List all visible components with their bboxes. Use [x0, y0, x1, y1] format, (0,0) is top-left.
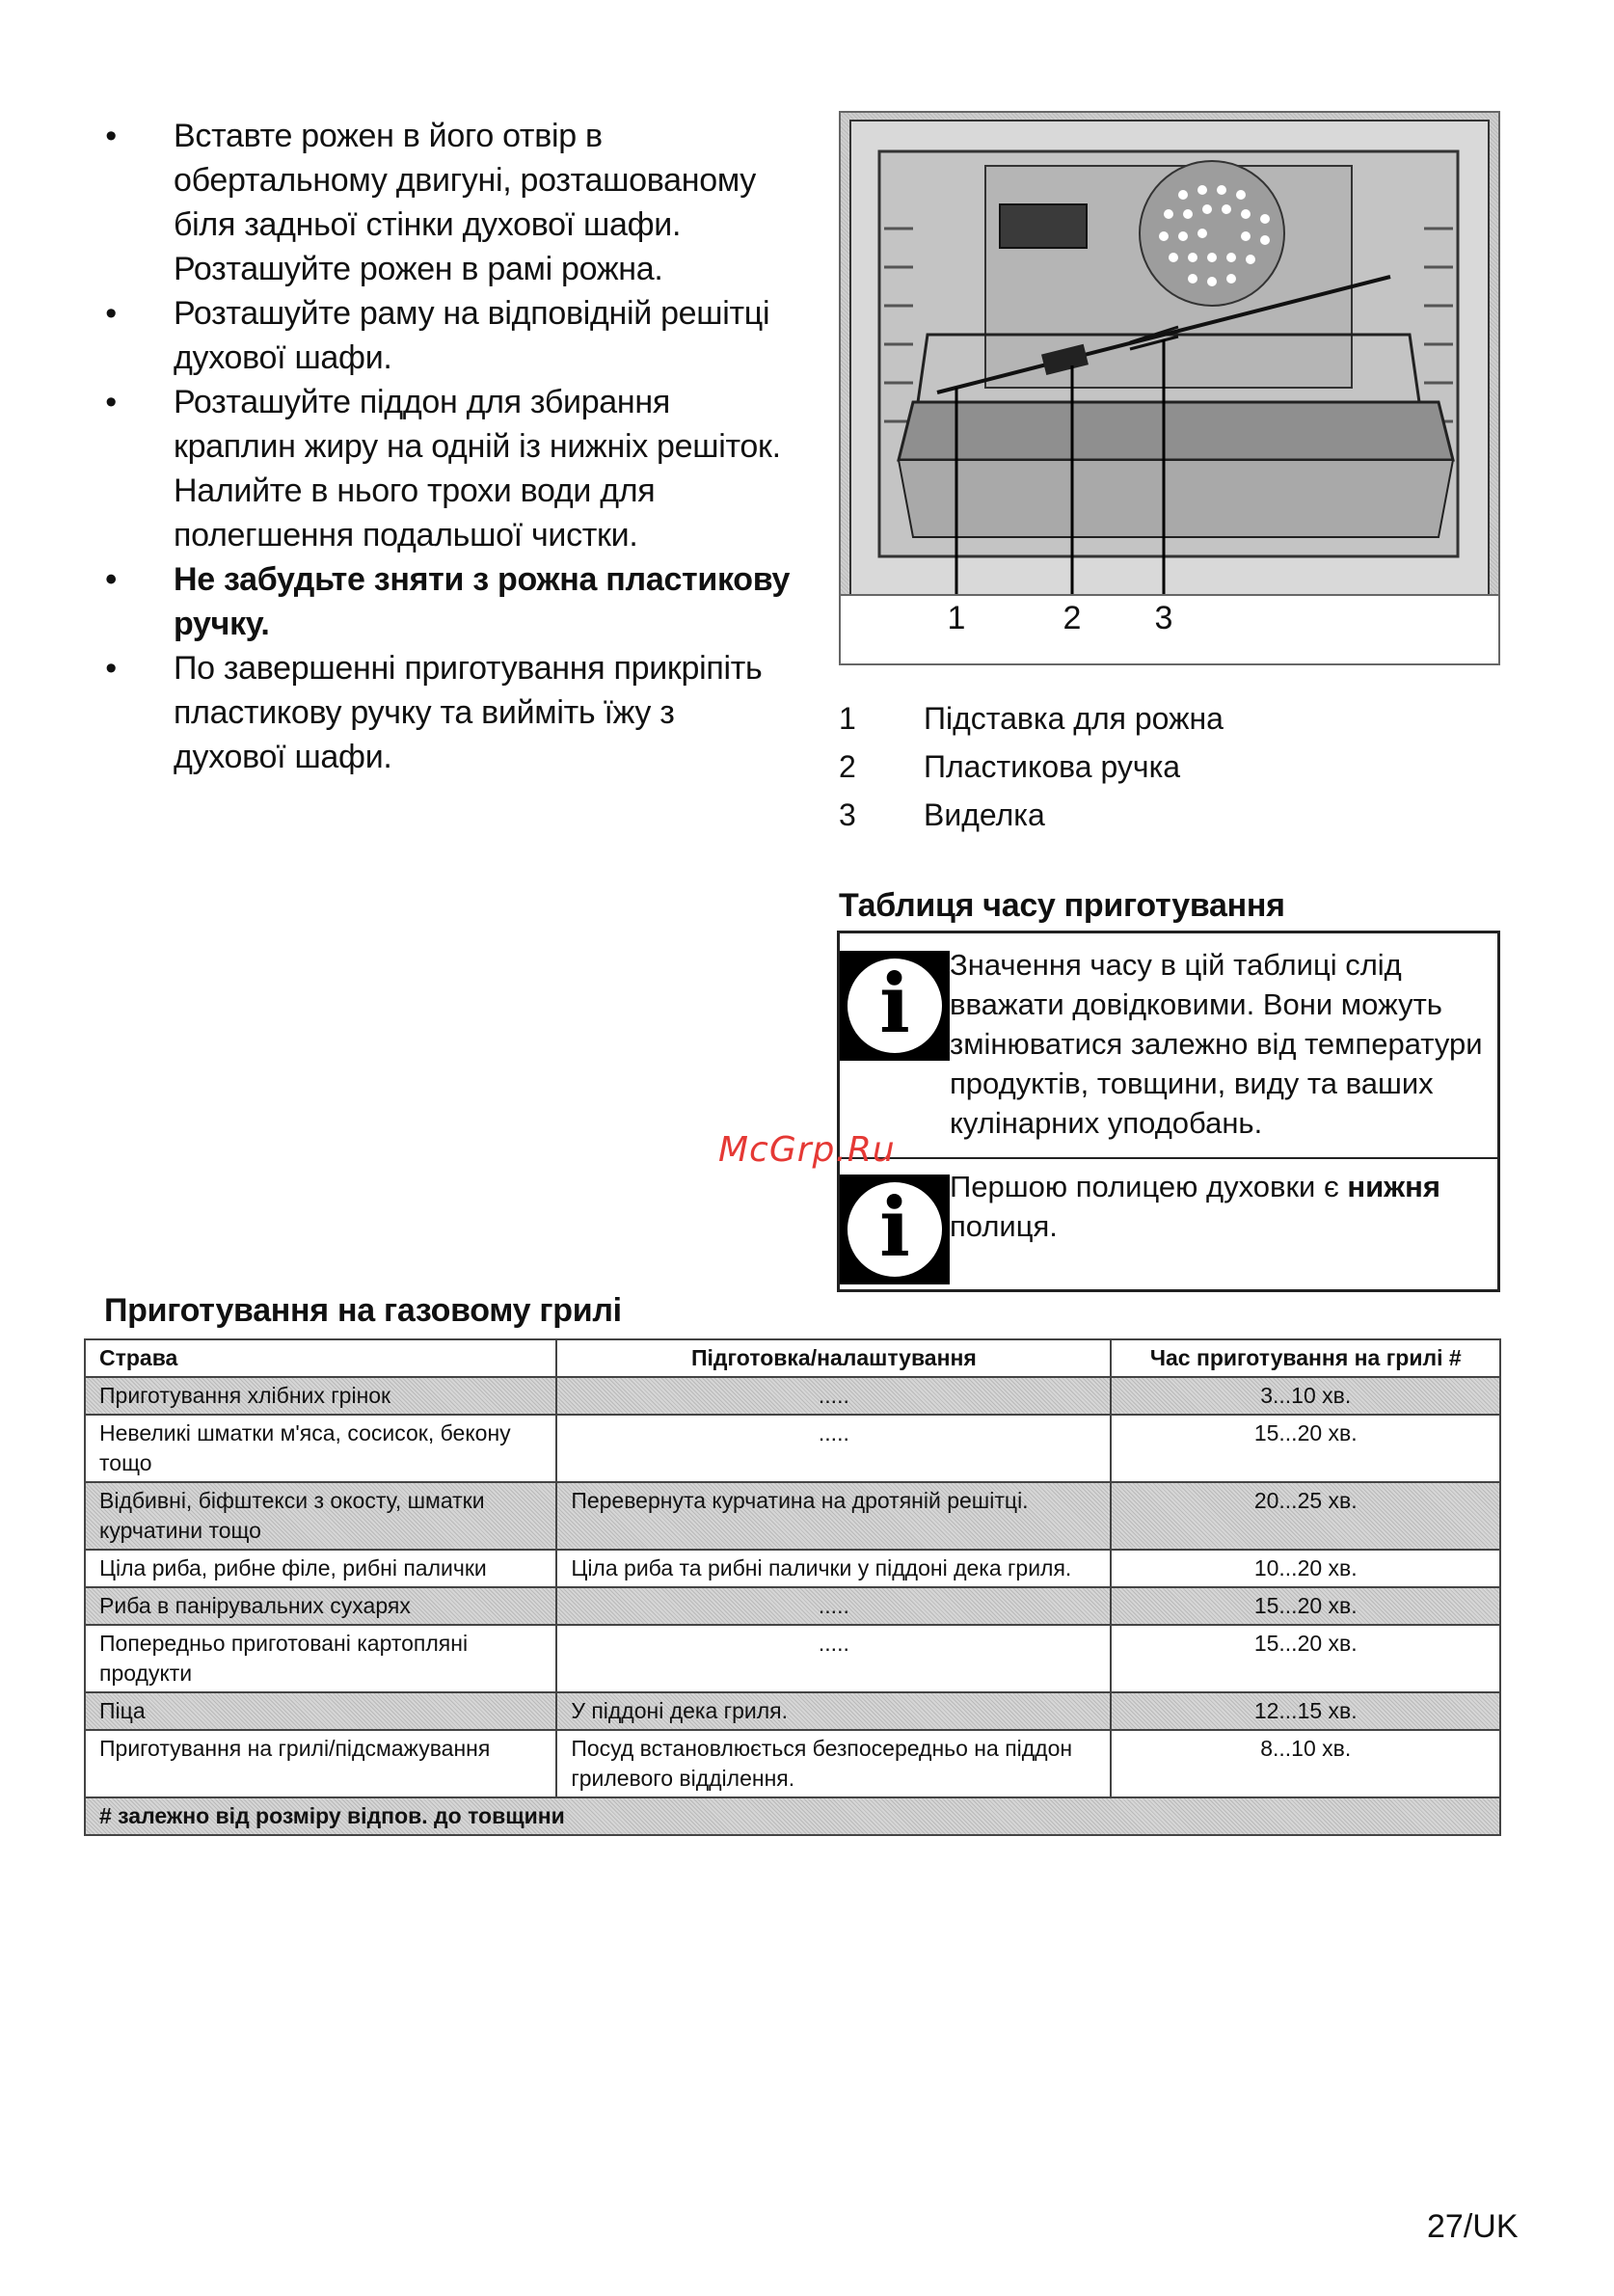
table-row	[85, 1377, 1500, 1415]
bullet-symbol: •	[105, 118, 117, 154]
dish-cell: Риба в панірувальних сухарях	[85, 1587, 556, 1625]
info-icon: i	[840, 951, 950, 1061]
bullet-symbol: •	[105, 295, 117, 332]
legend-item	[839, 743, 1500, 791]
dish-cell: Приготування хлібних грінок	[85, 1377, 556, 1415]
table-footnote: # залежно від розміру відпов. до товщини	[85, 1797, 1500, 1835]
time-cell: 15...20 хв.	[1111, 1587, 1500, 1625]
dish-cell: Невеликі шматки м'яса, сосисок, бекону тощо	[85, 1415, 556, 1482]
table-row	[85, 1550, 1500, 1587]
table-footnote-row	[85, 1797, 1500, 1835]
bullet-symbol: •	[105, 384, 117, 420]
oven-lamp	[1000, 204, 1087, 248]
info-note-text: Значення часу в цій таблиці слід вважати довідковими. Вони можуть змінюватися залежно від температури продуктів, товщини, виду та ваших кулінарних уподобань.	[950, 948, 1483, 1140]
prep-cell: .....	[556, 1587, 1111, 1625]
watermark: McGrp.Ru	[718, 1130, 896, 1170]
list-item	[96, 114, 791, 291]
prep-cell: Перевернута курчатина на дротяній решітці.	[556, 1482, 1111, 1550]
prep-cell: .....	[556, 1377, 1111, 1415]
list-item	[96, 380, 791, 557]
page-number: 27/UK	[1427, 2208, 1519, 2245]
list-item	[96, 646, 791, 779]
legend-number: 1	[839, 701, 856, 736]
column-header-time: Час приготування на грилі #	[1111, 1339, 1500, 1377]
legend-item	[839, 694, 1500, 743]
prep-cell: Посуд встановлюється безпосередньо на піддон грилевого відділення.	[556, 1730, 1111, 1797]
dish-cell: Відбивні, біфштекси з окосту, шматки курчатини тощо	[85, 1482, 556, 1550]
grill-time-table	[84, 1338, 1501, 1836]
dish-cell: Попередньо приготовані картопляні продукти	[85, 1625, 556, 1692]
list-item-text: Вставте рожен в його отвір в обертальному двигуні, розташованому біля задньої стінки духової шафи. Розташуйте рожен в рамі рожна.	[174, 118, 756, 287]
emphasis-bottom: нижня	[1347, 1170, 1440, 1203]
prep-cell: .....	[556, 1415, 1111, 1482]
list-item	[96, 291, 791, 380]
table-row	[85, 1587, 1500, 1625]
time-cell: 12...15 хв.	[1111, 1692, 1500, 1730]
info-icon: i	[840, 1175, 950, 1284]
time-cell: 3...10 хв.	[1111, 1377, 1500, 1415]
column-header-dish: Страва	[85, 1339, 556, 1377]
oven-drawing	[841, 113, 1498, 663]
list-item-text: Розташуйте піддон для збирання краплин жиру на одній із нижніх решіток. Налийте в нього трохи води для полегшення подальшої чистки.	[174, 384, 781, 554]
bullet-symbol: •	[105, 650, 117, 687]
legend-label: Підставка для рожна	[924, 701, 1224, 736]
drip-tray	[899, 402, 1453, 460]
dish-cell: Піца	[85, 1692, 556, 1730]
time-cell: 10...20 хв.	[1111, 1550, 1500, 1587]
time-cell: 15...20 хв.	[1111, 1415, 1500, 1482]
list-item-text: Розташуйте раму на відповідній решітці духової шафи.	[174, 295, 770, 376]
prep-cell: Ціла риба та рибні палички у піддоні дека гриля.	[556, 1550, 1111, 1587]
legend-number: 2	[839, 749, 856, 784]
oven-rotisserie-illustration	[839, 111, 1500, 665]
time-cell: 8...10 хв.	[1111, 1730, 1500, 1797]
list-item-warning	[96, 557, 791, 646]
callout-1: 1	[947, 600, 966, 636]
list-item-text: Не забудьте зняти з рожна пластикову ручку.	[174, 561, 791, 642]
table-row	[85, 1730, 1500, 1797]
table-row	[85, 1625, 1500, 1692]
info-notes-box	[837, 931, 1500, 1292]
info-note-text: Першою полицею духовки є нижня полиця.	[950, 1170, 1440, 1243]
prep-cell: .....	[556, 1625, 1111, 1692]
prep-cell: У піддоні дека гриля.	[556, 1692, 1111, 1730]
bullet-symbol: •	[105, 561, 117, 598]
callout-2: 2	[1063, 600, 1082, 636]
instruction-list	[96, 114, 791, 779]
figure-legend	[839, 694, 1500, 839]
time-cell: 20...25 хв.	[1111, 1482, 1500, 1550]
table-row	[85, 1692, 1500, 1730]
table-row	[85, 1415, 1500, 1482]
legend-label: Пластикова ручка	[924, 749, 1181, 784]
grill-heading: Приготування на газовому грилі	[104, 1292, 622, 1329]
info-note	[840, 1159, 1497, 1289]
table-header-row	[85, 1339, 1500, 1377]
legend-label: Виделка	[924, 797, 1045, 832]
cooking-time-heading: Таблиця часу приготування	[839, 887, 1285, 924]
info-note	[840, 933, 1497, 1159]
legend-item	[839, 791, 1500, 839]
list-item-text: По завершенні приготування прикріпіть пластикову ручку та вийміть їжу з духової шафи.	[174, 650, 763, 775]
legend-number: 3	[839, 797, 856, 832]
dish-cell: Ціла риба, рибне філе, рибні палички	[85, 1550, 556, 1587]
time-cell: 15...20 хв.	[1111, 1625, 1500, 1692]
callout-3: 3	[1154, 600, 1173, 636]
oven-floor	[899, 460, 1453, 537]
column-header-prep: Підготовка/налаштування	[556, 1339, 1111, 1377]
dish-cell: Приготування на грилі/підсмажування	[85, 1730, 556, 1797]
table-row	[85, 1482, 1500, 1550]
